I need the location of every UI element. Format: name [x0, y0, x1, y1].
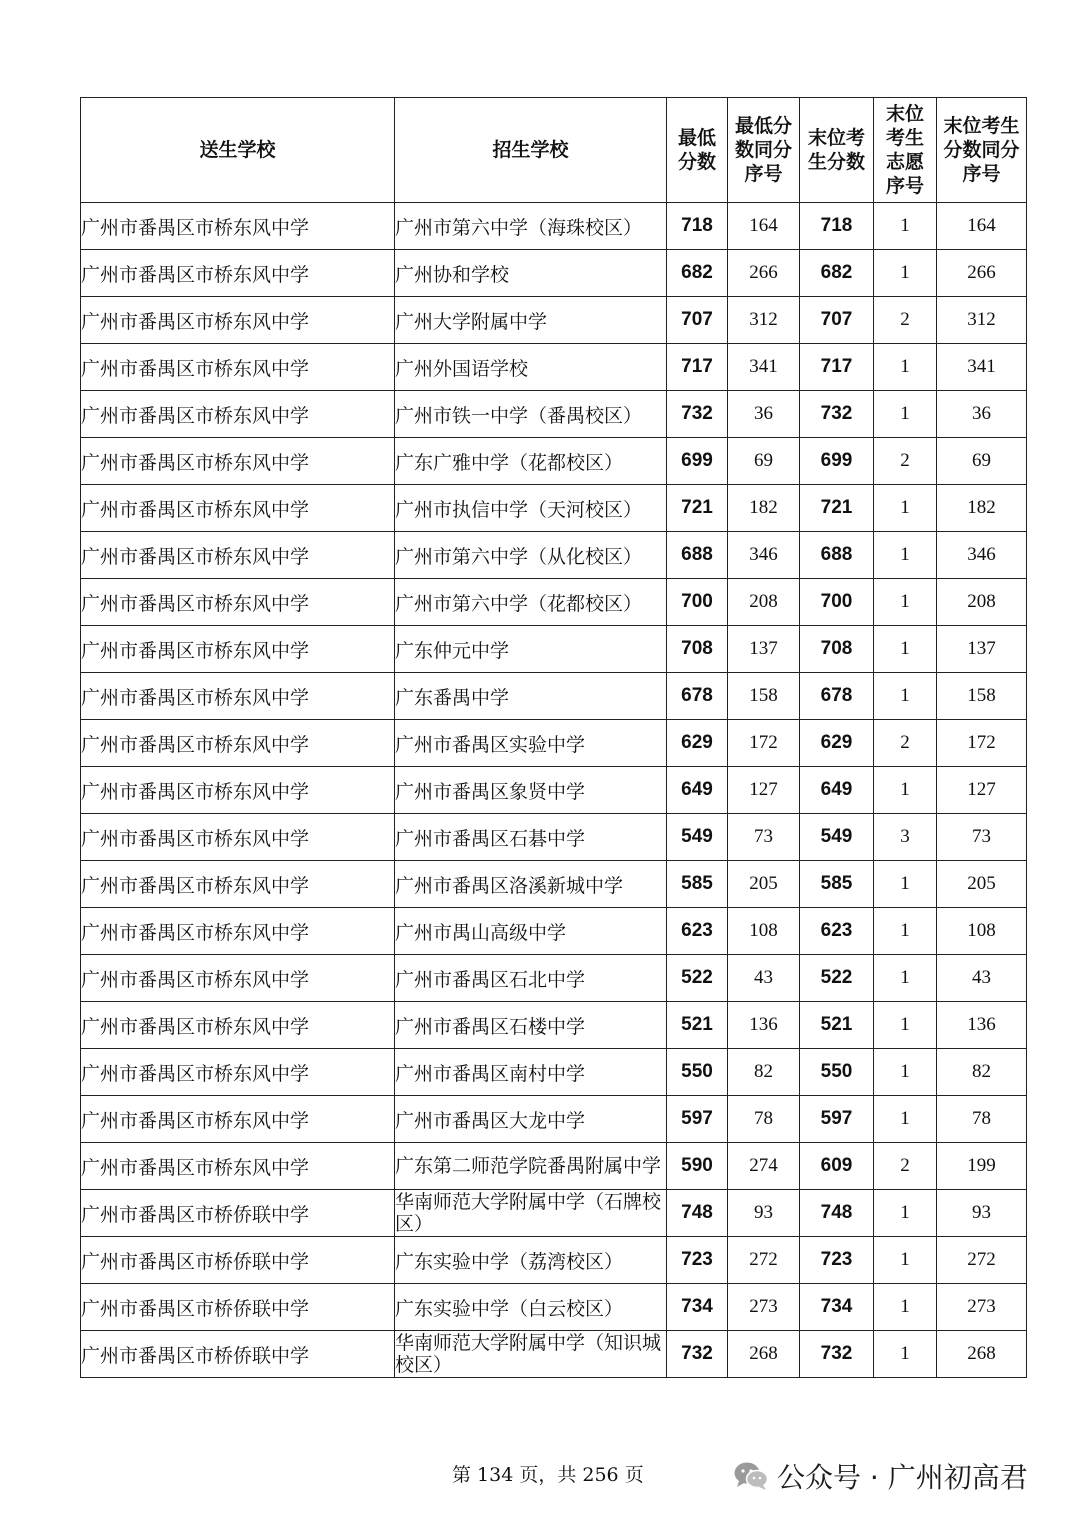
cell-sender-school: 广州市番禺区市桥东风中学 — [81, 955, 395, 1002]
cell-last-score: 550 — [800, 1049, 874, 1096]
cell-last-rank: 182 — [937, 485, 1027, 532]
table-row — [81, 1096, 1027, 1143]
cell-last-rank: 43 — [937, 955, 1027, 1002]
cell-min-score: 590 — [667, 1143, 728, 1190]
cell-recruiting-school: 广州大学附属中学 — [395, 297, 667, 344]
cell-last-rank: 164 — [937, 203, 1027, 250]
cell-recruiting-school: 广州外国语学校 — [395, 344, 667, 391]
cell-last-score: 721 — [800, 485, 874, 532]
watermark-text: 公众号 · 广州初高君 — [777, 1461, 1028, 1494]
cell-min-score: 682 — [667, 250, 728, 297]
cell-min-rank: 137 — [728, 626, 800, 673]
cell-min-score: 688 — [667, 532, 728, 579]
cell-min-score: 550 — [667, 1049, 728, 1096]
cell-last-preference: 1 — [874, 1284, 937, 1331]
table-row — [81, 908, 1027, 955]
cell-recruiting-school: 广州市番禺区象贤中学 — [395, 767, 667, 814]
cell-last-preference: 1 — [874, 344, 937, 391]
cell-sender-school: 广州市番禺区市桥东风中学 — [81, 814, 395, 861]
cell-min-rank: 43 — [728, 955, 800, 1002]
table-row — [81, 532, 1027, 579]
cell-last-score: 708 — [800, 626, 874, 673]
cell-last-score: 732 — [800, 1331, 874, 1378]
cell-last-rank: 273 — [937, 1284, 1027, 1331]
cell-last-preference: 1 — [874, 955, 937, 1002]
cell-sender-school: 广州市番禺区市桥侨联中学 — [81, 1237, 395, 1284]
cell-sender-school: 广州市番禺区市桥东风中学 — [81, 673, 395, 720]
cell-last-rank: 199 — [937, 1143, 1027, 1190]
cell-sender-school: 广州市番禺区市桥东风中学 — [81, 767, 395, 814]
cell-last-score: 682 — [800, 250, 874, 297]
cell-min-rank: 78 — [728, 1096, 800, 1143]
watermark — [733, 1456, 1028, 1496]
cell-recruiting-school: 华南师范大学附属中学（石牌校区） — [395, 1190, 667, 1237]
cell-recruiting-school: 广东仲元中学 — [395, 626, 667, 673]
header-last-preference-line: 考生 — [885, 127, 924, 149]
table-row — [81, 1002, 1027, 1049]
cell-recruiting-school: 广东番禺中学 — [395, 673, 667, 720]
cell-min-rank: 266 — [728, 250, 800, 297]
header-min-rank-line: 序号 — [744, 163, 783, 185]
cell-last-preference: 1 — [874, 391, 937, 438]
table-row — [81, 344, 1027, 391]
cell-min-score: 721 — [667, 485, 728, 532]
cell-last-rank: 82 — [937, 1049, 1027, 1096]
cell-sender-school: 广州市番禺区市桥东风中学 — [81, 579, 395, 626]
table-row — [81, 626, 1027, 673]
table-row — [81, 955, 1027, 1002]
header-last-score-line: 生分数 — [807, 151, 865, 173]
cell-last-score: 549 — [800, 814, 874, 861]
table-row — [81, 814, 1027, 861]
header-min-score-line: 分数 — [677, 151, 716, 173]
cell-min-score: 718 — [667, 203, 728, 250]
cell-last-rank: 312 — [937, 297, 1027, 344]
header-last-preference-line: 序号 — [885, 175, 924, 197]
cell-min-score: 723 — [667, 1237, 728, 1284]
cell-last-preference: 1 — [874, 1331, 937, 1378]
cell-last-rank: 36 — [937, 391, 1027, 438]
cell-last-preference: 1 — [874, 861, 937, 908]
cell-last-preference: 2 — [874, 297, 937, 344]
cell-min-score: 707 — [667, 297, 728, 344]
cell-last-score: 707 — [800, 297, 874, 344]
header-sender-school: 送生学校 — [81, 98, 395, 203]
cell-last-preference: 1 — [874, 1002, 937, 1049]
cell-sender-school: 广州市番禺区市桥侨联中学 — [81, 1331, 395, 1378]
page-number: 第 134 页，共 256 页 — [452, 1464, 644, 1486]
cell-recruiting-school: 华南师范大学附属中学（知识城校区） — [395, 1331, 667, 1378]
cell-sender-school: 广州市番禺区市桥侨联中学 — [81, 1284, 395, 1331]
cell-recruiting-school: 广州市番禺区石楼中学 — [395, 1002, 667, 1049]
header-min-score-line: 最低 — [677, 127, 716, 149]
cell-recruiting-school: 广东实验中学（荔湾校区） — [395, 1237, 667, 1284]
cell-min-score: 597 — [667, 1096, 728, 1143]
cell-sender-school: 广州市番禺区市桥东风中学 — [81, 297, 395, 344]
cell-min-rank: 312 — [728, 297, 800, 344]
cell-min-score: 623 — [667, 908, 728, 955]
cell-last-rank: 346 — [937, 532, 1027, 579]
cell-sender-school: 广州市番禺区市桥东风中学 — [81, 391, 395, 438]
cell-last-score: 732 — [800, 391, 874, 438]
cell-last-rank: 127 — [937, 767, 1027, 814]
cell-last-rank: 136 — [937, 1002, 1027, 1049]
table-row — [81, 203, 1027, 250]
table-row — [81, 720, 1027, 767]
cell-recruiting-school: 广州市第六中学（从化校区） — [395, 532, 667, 579]
table-row — [81, 767, 1027, 814]
cell-last-preference: 1 — [874, 673, 937, 720]
header-last-rank — [937, 98, 1027, 203]
cell-min-score: 734 — [667, 1284, 728, 1331]
cell-recruiting-school: 广东广雅中学（花都校区） — [395, 438, 667, 485]
table-row — [81, 1143, 1027, 1190]
cell-min-score: 700 — [667, 579, 728, 626]
cell-min-rank: 73 — [728, 814, 800, 861]
cell-last-preference: 2 — [874, 1143, 937, 1190]
cell-recruiting-school: 广州市番禺区大龙中学 — [395, 1096, 667, 1143]
cell-sender-school: 广州市番禺区市桥东风中学 — [81, 532, 395, 579]
cell-min-rank: 273 — [728, 1284, 800, 1331]
cell-recruiting-school: 广州市执信中学（天河校区） — [395, 485, 667, 532]
cell-sender-school: 广州市番禺区市桥东风中学 — [81, 1049, 395, 1096]
header-min-rank-line: 最低分 — [734, 115, 792, 137]
cell-min-rank: 136 — [728, 1002, 800, 1049]
header-min-rank — [728, 98, 800, 203]
cell-sender-school: 广州市番禺区市桥东风中学 — [81, 908, 395, 955]
cell-min-rank: 341 — [728, 344, 800, 391]
cell-last-preference: 3 — [874, 814, 937, 861]
cell-last-rank: 266 — [937, 250, 1027, 297]
cell-min-rank: 172 — [728, 720, 800, 767]
cell-sender-school: 广州市番禺区市桥东风中学 — [81, 720, 395, 767]
cell-min-score: 699 — [667, 438, 728, 485]
cell-min-rank: 164 — [728, 203, 800, 250]
table-row — [81, 861, 1027, 908]
cell-last-score: 699 — [800, 438, 874, 485]
cell-last-preference: 1 — [874, 579, 937, 626]
header-last-preference — [874, 98, 937, 203]
cell-min-rank: 36 — [728, 391, 800, 438]
header-last-preference-line: 末位 — [885, 103, 924, 125]
cell-last-score: 522 — [800, 955, 874, 1002]
cell-last-rank: 93 — [937, 1190, 1027, 1237]
header-last-score-line: 末位考 — [807, 127, 865, 149]
cell-last-preference: 1 — [874, 1096, 937, 1143]
cell-sender-school: 广州市番禺区市桥东风中学 — [81, 1143, 395, 1190]
cell-recruiting-school: 广州市第六中学（海珠校区） — [395, 203, 667, 250]
cell-last-rank: 137 — [937, 626, 1027, 673]
cell-recruiting-school: 广州市第六中学（花都校区） — [395, 579, 667, 626]
cell-last-rank: 73 — [937, 814, 1027, 861]
cell-sender-school: 广州市番禺区市桥东风中学 — [81, 203, 395, 250]
cell-last-rank: 208 — [937, 579, 1027, 626]
table-row — [81, 673, 1027, 720]
table-row — [81, 438, 1027, 485]
cell-recruiting-school: 广州市铁一中学（番禺校区） — [395, 391, 667, 438]
cell-last-preference: 1 — [874, 767, 937, 814]
cell-sender-school: 广州市番禺区市桥东风中学 — [81, 485, 395, 532]
cell-last-score: 717 — [800, 344, 874, 391]
cell-min-score: 629 — [667, 720, 728, 767]
cell-min-rank: 93 — [728, 1190, 800, 1237]
cell-min-rank: 69 — [728, 438, 800, 485]
cell-min-score: 549 — [667, 814, 728, 861]
cell-min-score: 732 — [667, 1331, 728, 1378]
table-row — [81, 1284, 1027, 1331]
cell-recruiting-school: 广州市番禺区南村中学 — [395, 1049, 667, 1096]
cell-min-rank: 268 — [728, 1331, 800, 1378]
cell-sender-school: 广州市番禺区市桥东风中学 — [81, 1002, 395, 1049]
header-last-score — [800, 98, 874, 203]
wechat-icon — [733, 1460, 769, 1492]
cell-min-score: 522 — [667, 955, 728, 1002]
cell-last-score: 629 — [800, 720, 874, 767]
cell-last-preference: 1 — [874, 1190, 937, 1237]
table-row — [81, 297, 1027, 344]
table-row — [81, 1237, 1027, 1284]
cell-last-score: 700 — [800, 579, 874, 626]
table-row — [81, 579, 1027, 626]
cell-min-rank: 346 — [728, 532, 800, 579]
cell-last-rank: 268 — [937, 1331, 1027, 1378]
cell-min-rank: 274 — [728, 1143, 800, 1190]
table-header-row — [81, 98, 1027, 203]
cell-last-rank: 69 — [937, 438, 1027, 485]
cell-last-preference: 1 — [874, 1049, 937, 1096]
table-row — [81, 391, 1027, 438]
cell-min-rank: 158 — [728, 673, 800, 720]
cell-last-score: 734 — [800, 1284, 874, 1331]
cell-min-rank: 182 — [728, 485, 800, 532]
cell-recruiting-school: 广东第二师范学院番禺附属中学 — [395, 1143, 667, 1190]
header-min-rank-line: 数同分 — [734, 139, 792, 161]
cell-sender-school: 广州市番禺区市桥东风中学 — [81, 344, 395, 391]
cell-last-rank: 205 — [937, 861, 1027, 908]
cell-last-rank: 108 — [937, 908, 1027, 955]
cell-last-score: 609 — [800, 1143, 874, 1190]
cell-last-rank: 341 — [937, 344, 1027, 391]
cell-last-preference: 1 — [874, 250, 937, 297]
cell-last-score: 723 — [800, 1237, 874, 1284]
cell-min-score: 678 — [667, 673, 728, 720]
table-row — [81, 250, 1027, 297]
cell-min-rank: 82 — [728, 1049, 800, 1096]
cell-min-rank: 272 — [728, 1237, 800, 1284]
cell-recruiting-school: 广州协和学校 — [395, 250, 667, 297]
cell-sender-school: 广州市番禺区市桥侨联中学 — [81, 1190, 395, 1237]
cell-sender-school: 广州市番禺区市桥东风中学 — [81, 438, 395, 485]
table-row — [81, 1190, 1027, 1237]
cell-recruiting-school: 广州市禺山高级中学 — [395, 908, 667, 955]
cell-recruiting-school: 广州市番禺区实验中学 — [395, 720, 667, 767]
cell-last-preference: 1 — [874, 626, 937, 673]
cell-last-preference: 1 — [874, 203, 937, 250]
cell-last-preference: 1 — [874, 485, 937, 532]
cell-last-score: 597 — [800, 1096, 874, 1143]
cell-last-rank: 272 — [937, 1237, 1027, 1284]
table-body — [81, 203, 1027, 1378]
cell-last-score: 678 — [800, 673, 874, 720]
cell-min-rank: 108 — [728, 908, 800, 955]
cell-last-score: 623 — [800, 908, 874, 955]
cell-last-preference: 1 — [874, 908, 937, 955]
cell-last-rank: 172 — [937, 720, 1027, 767]
table-row — [81, 1331, 1027, 1378]
cell-last-preference: 1 — [874, 532, 937, 579]
cell-sender-school: 广州市番禺区市桥东风中学 — [81, 861, 395, 908]
header-last-rank-line: 序号 — [962, 163, 1001, 185]
cell-last-score: 748 — [800, 1190, 874, 1237]
cell-min-score: 717 — [667, 344, 728, 391]
cell-recruiting-school: 广州市番禺区石碁中学 — [395, 814, 667, 861]
cell-recruiting-school: 广东实验中学（白云校区） — [395, 1284, 667, 1331]
cell-last-score: 688 — [800, 532, 874, 579]
cell-recruiting-school: 广州市番禺区石北中学 — [395, 955, 667, 1002]
cell-min-score: 521 — [667, 1002, 728, 1049]
cell-min-rank: 208 — [728, 579, 800, 626]
cell-recruiting-school: 广州市番禺区洛溪新城中学 — [395, 861, 667, 908]
cell-min-rank: 127 — [728, 767, 800, 814]
header-last-rank-line: 末位考生 — [943, 115, 1020, 137]
cell-min-score: 748 — [667, 1190, 728, 1237]
cell-last-preference: 2 — [874, 438, 937, 485]
header-last-preference-line: 志愿 — [885, 151, 924, 173]
cell-min-score: 708 — [667, 626, 728, 673]
cell-min-score: 732 — [667, 391, 728, 438]
cell-min-score: 585 — [667, 861, 728, 908]
cell-last-rank: 78 — [937, 1096, 1027, 1143]
header-last-rank-line: 分数同分 — [943, 139, 1020, 161]
table-row — [81, 485, 1027, 532]
header-min-score — [667, 98, 728, 203]
cell-last-preference: 2 — [874, 720, 937, 767]
cell-min-score: 649 — [667, 767, 728, 814]
cell-last-rank: 158 — [937, 673, 1027, 720]
cell-last-score: 649 — [800, 767, 874, 814]
cell-sender-school: 广州市番禺区市桥东风中学 — [81, 250, 395, 297]
header-recruiting-school: 招生学校 — [395, 98, 667, 203]
cell-sender-school: 广州市番禺区市桥东风中学 — [81, 626, 395, 673]
cell-min-rank: 205 — [728, 861, 800, 908]
admission-table — [80, 97, 1027, 1378]
cell-last-preference: 1 — [874, 1237, 937, 1284]
cell-last-score: 521 — [800, 1002, 874, 1049]
cell-last-score: 585 — [800, 861, 874, 908]
cell-last-score: 718 — [800, 203, 874, 250]
cell-sender-school: 广州市番禺区市桥东风中学 — [81, 1096, 395, 1143]
table-row — [81, 1049, 1027, 1096]
